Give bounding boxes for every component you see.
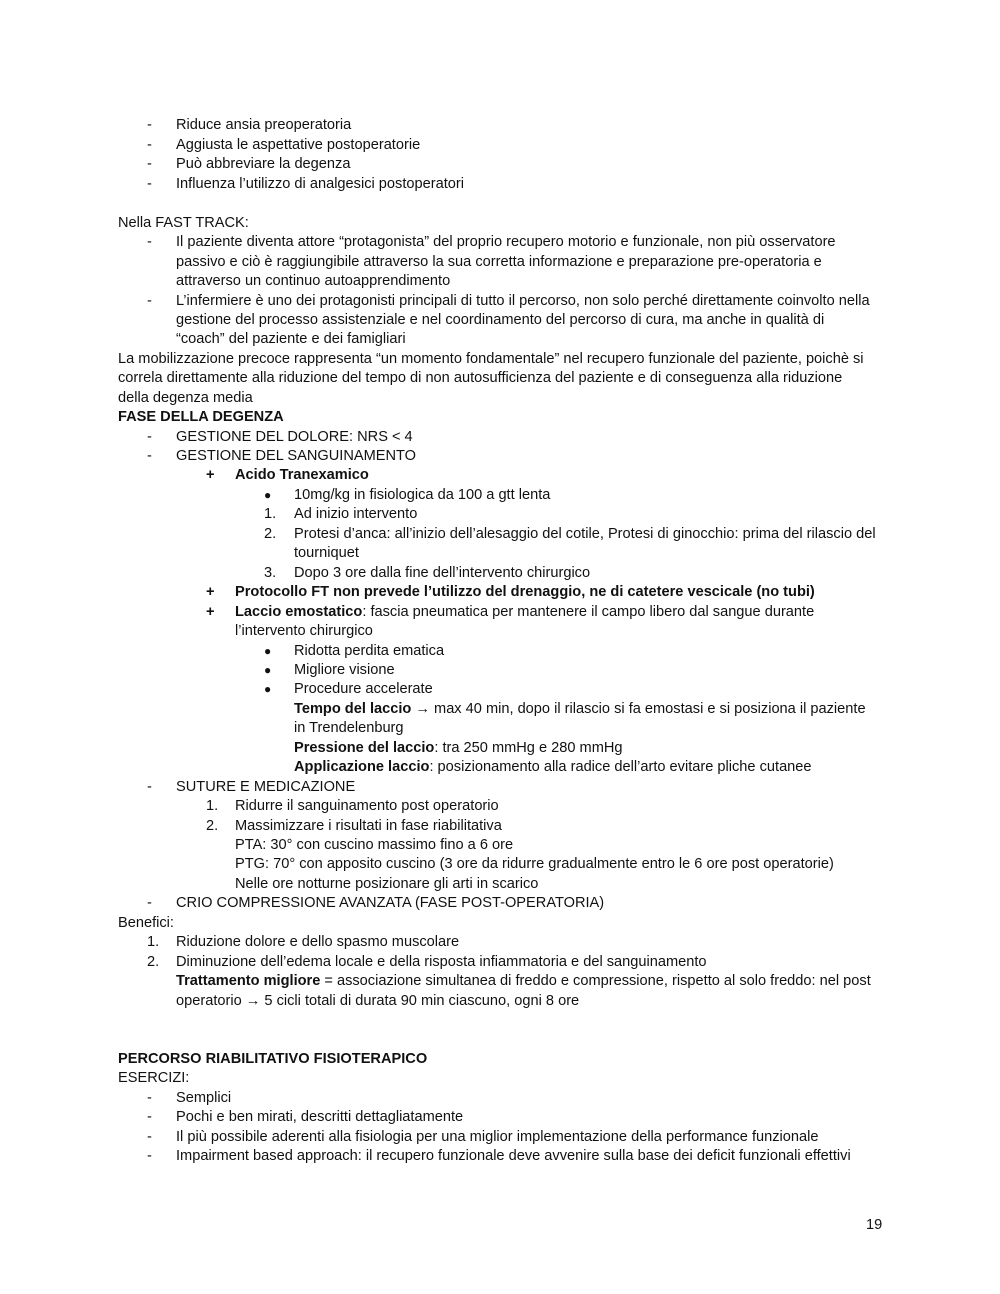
percorso-heading: PERCORSO RIABILITATIVO FISIOTERAPICO [118,1051,428,1067]
list-dash: - [147,448,152,464]
acido-dose: 10mg/kg in fisiologica da 100 a gtt lenta [294,487,551,503]
acido-step-2: Protesi d’anca: all’inizio dell’alesaggio del cotile, Protesi di ginocchio: prima del rilascio del [294,526,876,542]
gestione-dolore: GESTIONE DEL DOLORE: NRS < 4 [176,429,413,445]
list-dash: - [147,1148,152,1164]
esercizi-item-1: Semplici [176,1090,232,1106]
notte-text: Nelle ore notturne posizionare gli arti in scarico [235,876,539,892]
tempo-laccio-line [294,700,866,719]
applicazione-laccio-text: : posizionamento alla radice dell’arto evitare pliche cutanee [429,759,812,775]
acido-tranexamico-title: Acido Tranexamico [235,467,369,483]
suture-step-2: Massimizzare i risultati in fase riabilitativa [235,818,502,834]
fast-track-item-1-line-2: passivo e ciò è raggiungibile attraverso la sua corretta informazione e preparazione pre-operatoria e [176,254,822,270]
list-plus: + [206,467,215,483]
list-dash: - [147,137,152,153]
list-dash: - [147,429,152,445]
laccio-emostatico-line [235,603,814,622]
mobilization-line-3: della degenza media [118,390,253,406]
acido-step-2-cont: tourniquet [294,545,359,561]
protocollo-ft: Protocollo FT non prevede l’utilizzo del drenaggio, ne di catetere vescicale (no tubi) [235,584,815,600]
laccio-emostatico-title: Laccio emostatico [235,604,363,620]
list-number: 3. [264,565,277,581]
esercizi-item-3: Il più possibile aderenti alla fisiologia per una miglior implementazione della performance funzionale [176,1129,819,1145]
acido-step-1: Ad inizio intervento [294,506,418,522]
fast-track-item-2-line-1: L’infermiere è uno dei protagonisti principali di tutto il percorso, non solo perché direttamente coinvolto nella [176,293,870,309]
fast-track-item-1-line-1: Il paziente diventa attore “protagonista” del proprio recupero motorio e funzionale, non più osservatore [176,234,836,250]
list-number: 1. [147,934,160,950]
esercizi-item-4: Impairment based approach: il recupero funzionale deve avvenire sulla base dei deficit funzionali effettivi [176,1148,851,1164]
list-dash: - [147,176,152,192]
list-number: 2. [206,818,219,834]
benefici-heading: Benefici: [118,915,174,931]
page-number: 19 [866,1217,883,1233]
fast-track-item-2-line-2: gestione del processo assistenziale e nel coordinamento del percorso di cura, ma anche in qualità di [176,312,825,328]
trattamento-line [176,972,871,991]
pressione-laccio-text: : tra 250 mmHg e 280 mmHg [434,740,623,756]
list-number: 2. [147,954,160,970]
list-dash: - [147,1109,152,1125]
applicazione-laccio-line [294,758,812,777]
tempo-laccio-text: → max 40 min, dopo il rilascio si fa emostasi e si posiziona il paziente [411,701,866,717]
list-number: 2. [264,526,277,542]
list-dash: - [147,1129,152,1145]
laccio-bullet-3: Procedure accelerate [294,681,433,697]
list-dash: - [147,234,152,250]
esercizi-heading: ESERCIZI: [118,1070,190,1086]
suture-medicazione: SUTURE E MEDICAZIONE [176,779,356,795]
list-bullet: ● [264,663,272,677]
tempo-laccio-text-cont: in Trendelenburg [294,720,404,736]
laccio-bullet-1: Ridotta perdita ematica [294,643,445,659]
list-number: 1. [206,798,219,814]
fast-track-item-1-line-3: attraverso un continuo autoapprendimento [176,273,451,289]
fast-track-item-2-line-3: “coach” del paziente e dei famigliari [176,331,406,347]
benefici-item-1: Riduzione dolore e dello spasmo muscolare [176,934,460,950]
laccio-bullet-2: Migliore visione [294,662,395,678]
list-item: Aggiusta le aspettative postoperatorie [176,137,421,153]
tempo-laccio-label: Tempo del laccio [294,701,412,717]
gestione-sanguinamento: GESTIONE DEL SANGUINAMENTO [176,448,417,464]
laccio-emostatico-desc-cont: l’intervento chirurgico [235,623,373,639]
crio-compressione: CRIO COMPRESSIONE AVANZATA (FASE POST-OPERATORIA) [176,895,605,911]
list-bullet: ● [264,488,272,502]
fase-degenza-heading: FASE DELLA DEGENZA [118,409,284,425]
list-bullet: ● [264,644,272,658]
esercizi-item-2: Pochi e ben mirati, descritti dettagliatamente [176,1109,464,1125]
list-number: 1. [264,506,277,522]
trattamento-text-cont: operatorio → 5 cicli totali di durata 90 min ciascuno, ogni 8 ore [176,993,580,1009]
list-item: Può abbreviare la degenza [176,156,351,172]
fast-track-heading: Nella FAST TRACK: [118,215,249,231]
mobilization-line-1: La mobilizzazione precoce rappresenta “un momento fondamentale” nel recupero funzionale del paziente, poichè si [118,351,864,367]
list-dash: - [147,779,152,795]
list-item: Influenza l’utilizzo di analgesici postoperatori [176,176,464,192]
pressione-laccio-label: Pressione del laccio [294,740,435,756]
list-dash: - [147,293,152,309]
pressione-laccio-line [294,739,623,758]
pta-text: PTA: 30° con cuscino massimo fino a 6 ore [235,837,514,853]
trattamento-text: = associazione simultanea di freddo e compressione, rispetto al solo freddo: nel post [320,973,871,989]
applicazione-laccio-label: Applicazione laccio [294,759,430,775]
list-plus: + [206,604,215,620]
list-plus: + [206,584,215,600]
ptg-text: PTG: 70° con apposito cuscino (3 ore da ridurre gradualmente entro le 6 ore post operatorie) [235,856,834,872]
list-dash: - [147,895,152,911]
list-item: Riduce ansia preoperatoria [176,117,352,133]
laccio-emostatico-desc: : fascia pneumatica per mantenere il campo libero dal sangue durante [362,604,815,620]
mobilization-line-2: correla direttamente alla riduzione del tempo di non autosufficienza del paziente e di conseguenza alla riduzione [118,370,843,386]
trattamento-label: Trattamento migliore [176,973,321,989]
suture-step-1: Ridurre il sanguinamento post operatorio [235,798,499,814]
benefici-item-2: Diminuzione dell’edema locale e della risposta infiammatoria e del sanguinamento [176,954,707,970]
list-dash: - [147,1090,152,1106]
list-bullet: ● [264,682,272,696]
list-dash: - [147,117,152,133]
list-dash: - [147,156,152,172]
acido-step-3: Dopo 3 ore dalla fine dell’intervento chirurgico [294,565,591,581]
